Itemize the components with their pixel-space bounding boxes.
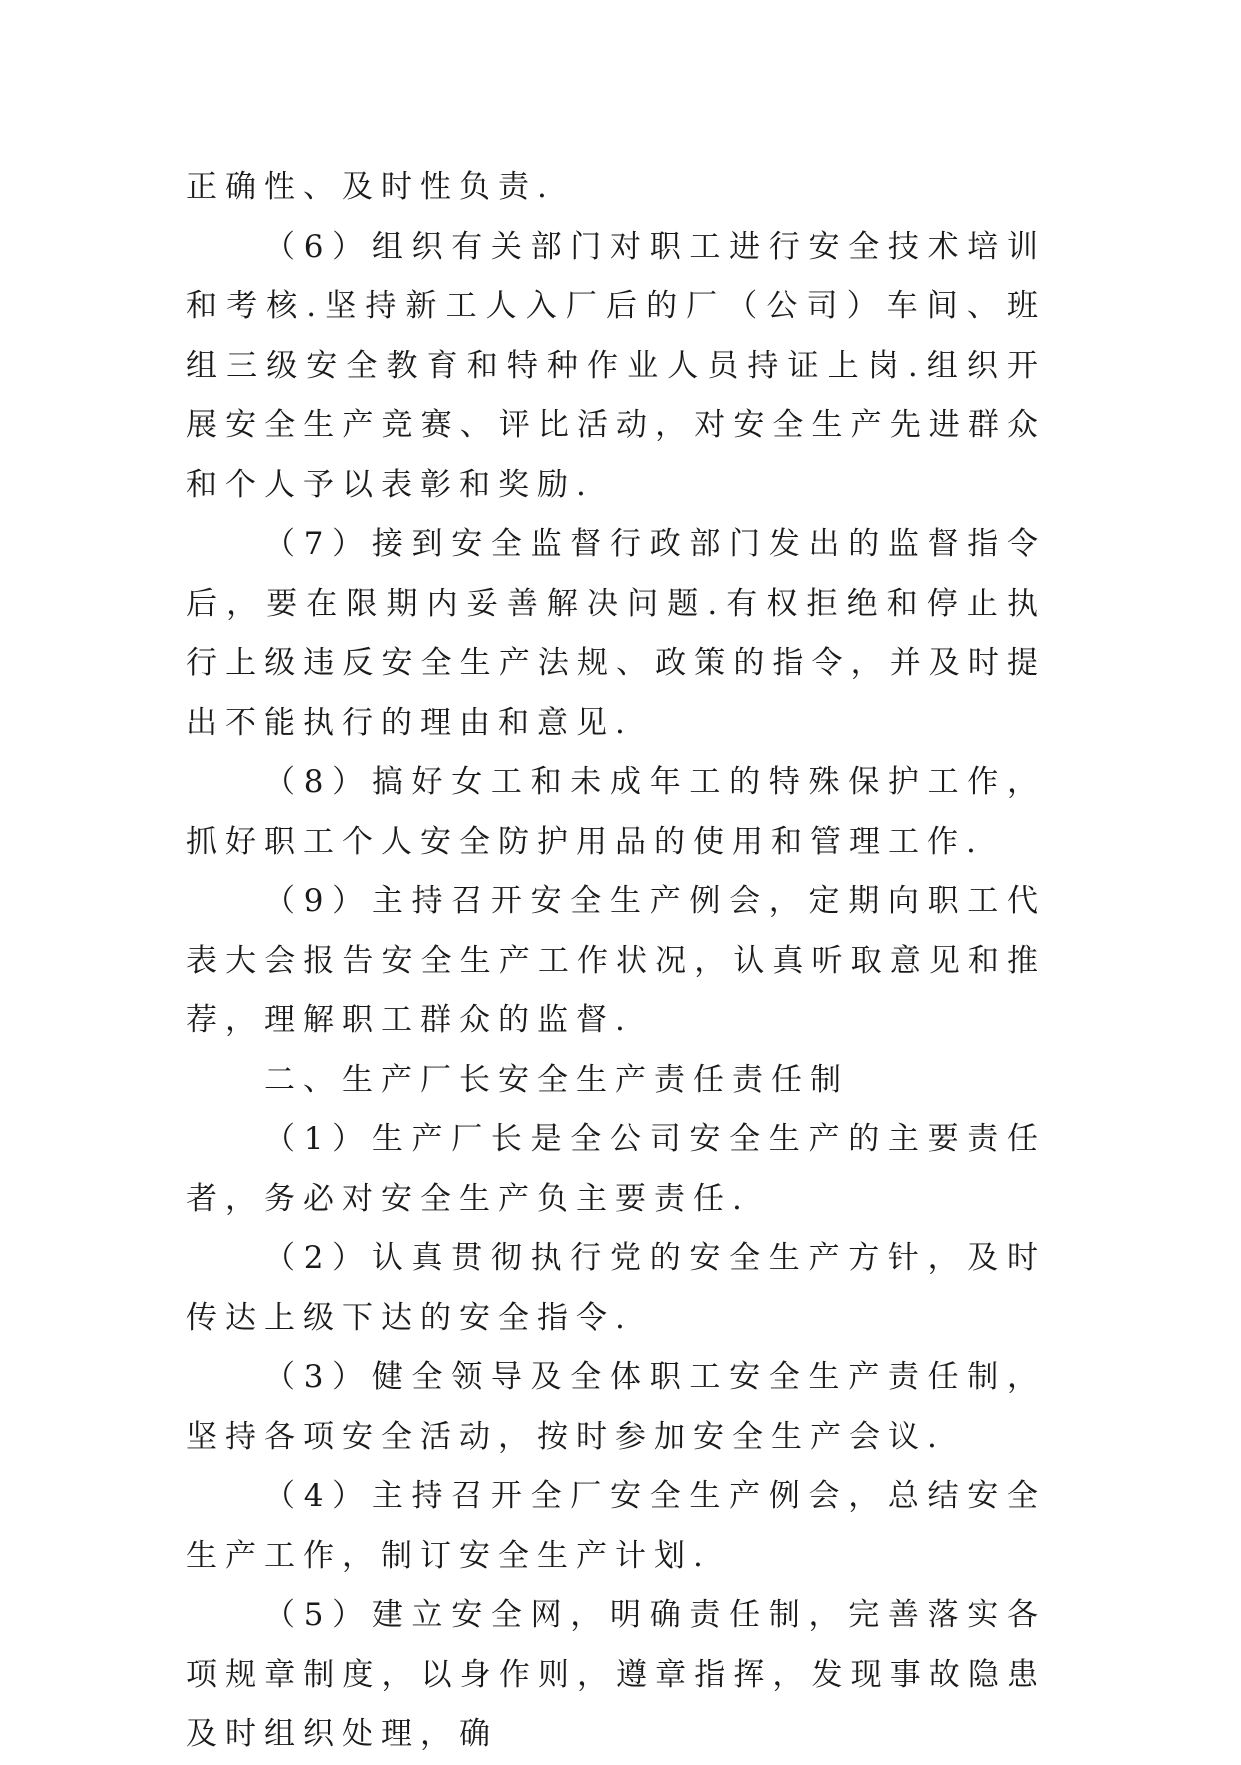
paragraph-item-8: （8）搞好女工和未成年工的特殊保护工作，抓好职工个人安全防护用品的使用和管理工作. <box>186 764 1046 860</box>
paragraph-continuation: 正确性、及时性负责. <box>186 169 555 205</box>
paragraph-item-6: （6）组织有关部门对职工进行安全技术培训和考核.坚持新工人入厂后的厂（公司）车间、班组三级安全教育和特种作业人员持证上岗.组织开展安全生产竞赛、评比活动，对安全生产先进群众和个人予以表彰和奖励. <box>186 228 1046 503</box>
paragraph-item-5: （5）建立安全网，明确责任制，完善落实各项规章制度，以身作则，遵章指挥，发现事故隐患及时组织处理，确 <box>186 1597 1046 1752</box>
paragraph-item-9: （9）主持召开安全生产例会，定期向职工代表大会报告安全生产工作状况，认真听取意见和推荐，理解职工群众的监督. <box>186 883 1046 1038</box>
document-body <box>186 158 1046 1765</box>
paragraph-item-7: （7）接到安全监督行政部门发出的监督指令后，要在限期内妥善解决问题.有权拒绝和停止执行上级违反安全生产法规、政策的指令，并及时提出不能执行的理由和意见. <box>186 526 1046 741</box>
paragraph-item-4: （4）主持召开全厂安全生产例会，总结安全生产工作，制订安全生产计划. <box>186 1478 1046 1574</box>
paragraph-item-3: （3）健全领导及全体职工安全生产责任制，坚持各项安全活动，按时参加安全生产会议. <box>186 1359 1046 1455</box>
paragraph-item-2: （2）认真贯彻执行党的安全生产方针，及时传达上级下达的安全指令. <box>186 1240 1046 1336</box>
section-heading: 二、生产厂长安全生产责任责任制 <box>264 1061 849 1098</box>
paragraph-item-1: （1）生产厂长是全公司安全生产的主要责任者，务必对安全生产负主要责任. <box>186 1121 1046 1217</box>
